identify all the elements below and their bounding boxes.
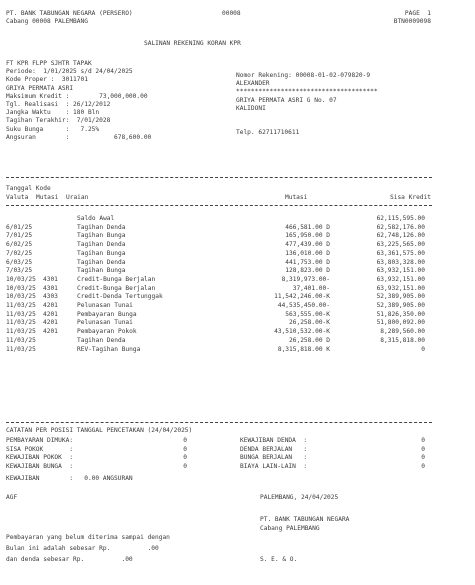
customer-info-line: ************************************** — [236, 88, 378, 96]
tx-description: Tagihan Bunga — [77, 232, 126, 240]
tx-balance: 63,932,151.00 — [376, 275, 425, 283]
tx-description: Tagihan Denda — [77, 223, 126, 231]
account-info-line: Jangka Waktu : 180 Bln — [6, 109, 100, 117]
note-label: SISA POKOK : — [6, 445, 74, 453]
account-info-line: GRIYA PERMATA ASRI — [6, 84, 74, 92]
tx-date: 11/03/25 — [6, 328, 36, 336]
table-row — [0, 215, 475, 223]
tx-description: Pembayaran Bunga — [77, 310, 137, 318]
tx-date: 10/03/25 — [6, 284, 36, 292]
branch-code: 00008 — [222, 10, 241, 17]
table-row — [0, 285, 475, 293]
tx-balance: 52,389,905.00 — [376, 293, 425, 301]
tx-balance: 63,361,575.00 — [376, 249, 425, 257]
tx-date: 11/03/25 — [6, 336, 36, 344]
note-value: 0 — [421, 445, 425, 453]
tx-description: Pelunasan Tunai — [77, 319, 133, 327]
table-row — [0, 250, 475, 258]
tx-date: 6/02/25 — [6, 241, 33, 249]
tx-code: 4201 — [43, 328, 58, 336]
tx-balance: 62,582,176.00 — [376, 223, 425, 231]
note-label: BIAYA LAIN-LAIN : — [240, 462, 308, 470]
tx-balance: 0 — [421, 345, 425, 353]
customer-info-line: GRIYA PERMATA ASRI G No. 07 — [236, 96, 337, 104]
table-row — [0, 232, 475, 240]
account-info-line: Maksimum Kredit : 73,000,000.00 — [6, 92, 148, 100]
tx-amount: 26,258.00 D — [289, 336, 330, 344]
tx-description: Pembayaran Pokok — [77, 328, 137, 336]
customer-info-line: ALEXANDER — [236, 80, 270, 88]
note-value: 0 — [421, 462, 425, 470]
footer-bank: PT. BANK TABUNGAN NEGARA — [260, 516, 350, 523]
tx-amount: 11,542,246.00-K — [274, 293, 330, 301]
tx-amount: 136,010.00 D — [285, 249, 330, 257]
tx-description: Credit-Denda Tertunggak — [77, 293, 163, 301]
bank-name: PT. BANK TABUNGAN NEGARA (PERSERO) — [6, 10, 133, 17]
tx-date: 7/03/25 — [6, 267, 33, 275]
account-info-line: Tgl. Realisasi : 26/12/2012 — [6, 101, 111, 108]
tx-amount: 43,510,532.00-K — [274, 328, 330, 336]
tx-date: 11/03/25 — [6, 319, 36, 327]
table-row — [0, 346, 475, 354]
table-header-mutasi-amount: Mutasi — [285, 194, 308, 201]
table-row — [0, 293, 475, 301]
tx-amount: 441,753.00 D — [285, 258, 330, 266]
note-value: 0 — [183, 437, 187, 444]
tx-date: 11/03/25 — [6, 345, 36, 353]
account-info-line: Angsuran : 678,600.00 — [6, 133, 152, 141]
tx-code: 4301 — [43, 275, 58, 283]
tx-balance: 62,748,126.00 — [376, 232, 425, 240]
tx-balance: 8,315,818.00 — [380, 336, 425, 344]
tx-description: Tagihan Denda — [77, 336, 126, 344]
note-value: 0 — [183, 445, 187, 453]
kewajiban-angsuran: KEWAJIBAN : 0.00 ANGSURAN — [6, 475, 133, 482]
table-row — [0, 337, 475, 345]
tx-code: 4201 — [43, 319, 58, 327]
tx-code: 4303 — [43, 293, 58, 301]
footer-branch: Cabang PALEMBANG — [260, 525, 320, 532]
table-header-uraian: Uraian — [66, 194, 89, 201]
tx-date: 7/02/25 — [6, 249, 33, 257]
divider — [6, 177, 432, 178]
agf-label: AGF — [6, 494, 18, 501]
tx-amount: 8,315,818.00 K — [277, 345, 330, 353]
tx-code: 4201 — [43, 310, 58, 318]
note-label: DENDA BERJALAN : — [240, 445, 308, 453]
note-label: BUNGA BERJALAN : — [240, 454, 308, 461]
tx-description: Saldo Awal — [77, 215, 115, 222]
tx-description: Credit-Bunga Berjalan — [77, 275, 156, 283]
note-label: KEWAJIBAN POKOK : — [6, 454, 74, 461]
tx-balance: 8,289,560.00 — [380, 328, 425, 336]
note-label: PEMBAYARAN DIMUKA: — [6, 437, 74, 444]
customer-info-line: Nomor Rekening: 00008-01-02-079820-9 — [236, 72, 371, 79]
account-info-line: FT KPR FLPP SJHTR TAPAK — [6, 60, 92, 67]
page-title: SALINAN REKENING KORAN KPR — [144, 40, 241, 47]
table-header-mutasi: Mutasi — [36, 194, 59, 201]
account-info-line: Kode Proper : 3011701 — [6, 76, 88, 84]
table-row — [0, 311, 475, 319]
tx-balance: 63,932,151.00 — [376, 267, 425, 275]
table-row — [0, 259, 475, 267]
note-value: 0 — [421, 454, 425, 461]
account-info-line: Tagihan Terakhir: 7/01/2028 — [6, 117, 111, 125]
payment-note-1: Pembayaran yang belum diterima sampai dengan — [6, 534, 170, 541]
page-number: PAGE 1 — [404, 10, 431, 17]
table-row — [0, 267, 475, 275]
tx-description: Tagihan Denda — [77, 241, 126, 249]
tx-balance: 52,389,905.00 — [376, 302, 425, 309]
tx-balance: 51,800,092.00 — [376, 319, 425, 327]
tx-date: 11/03/25 — [6, 310, 36, 318]
account-info-line: Suku Bunga : 7.25% — [6, 125, 100, 133]
document-code: BTN0009098 — [393, 18, 431, 25]
account-info-line: Periode: 1/01/2025 s/d 24/04/2025 — [6, 68, 133, 76]
note-label: KEWAJIBAN BUNGA : — [6, 462, 74, 470]
tx-balance: 63,225,565.00 — [376, 241, 425, 249]
seo-note: S. E. & O. — [260, 556, 298, 563]
tx-date: 6/01/25 — [6, 223, 33, 231]
note-value: 0 — [183, 462, 187, 470]
tx-amount: 477,439.00 D — [285, 241, 330, 249]
tx-description: Tagihan Bunga — [77, 249, 126, 257]
tx-balance: 63,932,151.00 — [376, 284, 425, 292]
table-row — [0, 319, 475, 327]
tx-code: 4201 — [43, 302, 58, 309]
table-row — [0, 241, 475, 249]
note-value: 0 — [421, 437, 425, 444]
tx-balance: 51,826,350.00 — [376, 310, 425, 318]
tx-amount: 165,950.00 D — [285, 232, 330, 240]
tx-amount: 26,258.00-K — [289, 319, 330, 327]
tx-date: 10/03/25 — [6, 275, 36, 283]
tx-amount: 44,535,450.00- — [277, 302, 330, 309]
note-label: KEWAJIBAN DENDA : — [240, 437, 308, 444]
tx-date: 7/01/25 — [6, 232, 33, 240]
tx-description: Tagihan Denda — [77, 258, 126, 266]
place-date: PALEMBANG, 24/04/2025 — [260, 494, 339, 501]
notes-title: CATATAN PER POSISI TANGGAL PENCETAKAN (24/04/2025) — [6, 427, 193, 434]
table-row — [0, 302, 475, 310]
tx-description: Pelunasan Tunai — [77, 302, 133, 309]
tx-amount: 563,555.00-K — [285, 310, 330, 318]
divider — [6, 205, 432, 206]
table-header-sisa-kredit: Sisa Kredit — [390, 194, 431, 201]
customer-info-line: Telp. 62711710611 — [236, 129, 300, 137]
payment-note-2: Bulan ini adalah sebesar Rp. .00 — [6, 545, 159, 552]
table-row — [0, 224, 475, 232]
table-row — [0, 276, 475, 284]
branch-name: Cabang 00008 PALEMBANG — [6, 18, 88, 25]
tx-description: REV-Tagihan Bunga — [77, 345, 141, 353]
table-header-date-code: Tanggal Kode — [6, 185, 51, 192]
tx-date: 10/03/25 — [6, 293, 36, 301]
tx-amount: 466,581.00 D — [285, 223, 330, 231]
tx-date: 11/03/25 — [6, 302, 36, 309]
table-row — [0, 328, 475, 336]
tx-date: 6/03/25 — [6, 258, 33, 266]
tx-amount: 8,319,973.00- — [281, 275, 330, 283]
tx-description: Tagihan Bunga — [77, 267, 126, 275]
tx-amount: 128,823.00 D — [285, 267, 330, 275]
tx-amount: 37,401.00- — [292, 284, 330, 292]
divider — [6, 422, 432, 423]
payment-note-3: dan denda sebesar Rp. .00 — [6, 556, 133, 563]
tx-code: 4301 — [43, 284, 58, 292]
tx-balance: 62,115,595.00 — [376, 215, 425, 222]
customer-info-line: KALIDONI — [236, 104, 266, 112]
tx-description: Credit-Bunga Berjalan — [77, 284, 156, 292]
note-value: 0 — [183, 454, 187, 461]
table-header-valuta: Valuta — [6, 194, 29, 201]
tx-balance: 63,803,328.00 — [376, 258, 425, 266]
